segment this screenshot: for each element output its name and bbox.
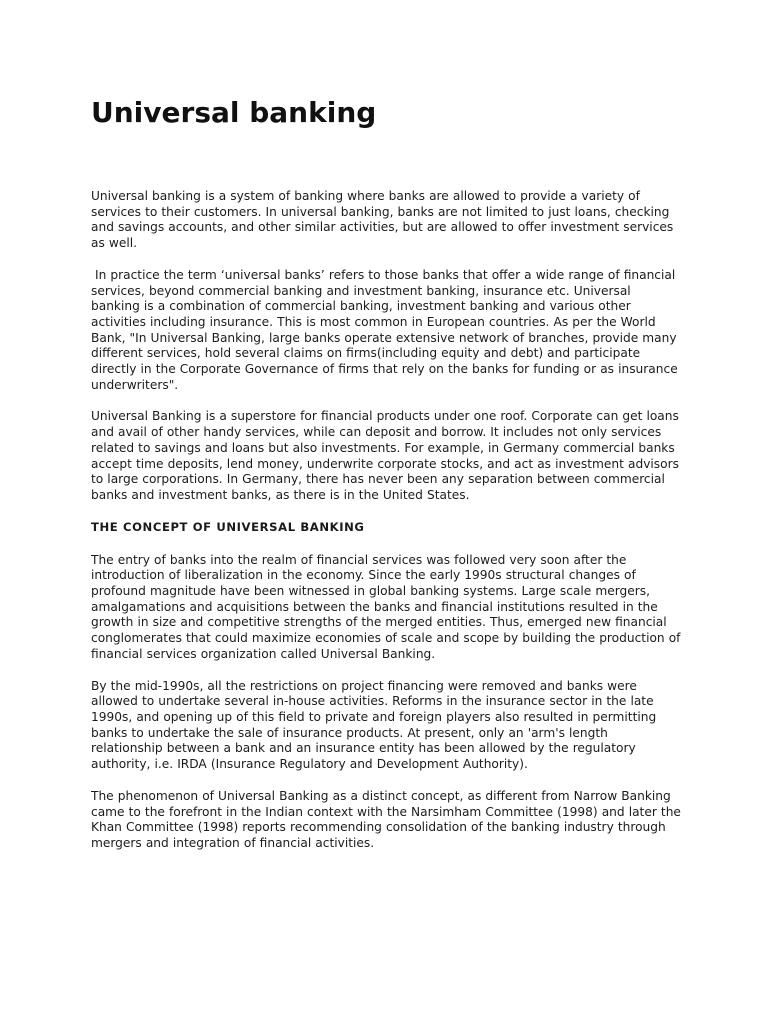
- intro-paragraph-3: Universal Banking is a superstore for financial products under one roof. Corporate can get loans and avail of other handy services, while can deposit and borrow. It includes not only services related to savings and loans but also investments. For example, in Germany commercial banks accept time deposits, lend money, underwrite corporate stocks, and act as investment advisors to large corporations. In Germany, there has never been any separation between commercial banks and investment banks, as there is in the United States.: [91, 409, 679, 502]
- document-title: Universal banking: [91, 96, 377, 129]
- intro-paragraph-1: Universal banking is a system of banking where banks are allowed to provide a variety of services to their customers. In universal banking, banks are not limited to just loans, checking and savings accounts, and other similar activities, but are allowed to offer investment services as well.: [91, 189, 674, 251]
- concept-paragraph-2: By the mid-1990s, all the restrictions on project financing were removed and banks were allowed to undertake several in-house activities. Reforms in the insurance sector in the late 1990s, and opening up of this field to private and foreign players also resulted in permitting banks to undertake the sale of insurance products. At present, only an 'arm's length relationship between a bank and an insurance entity has been allowed by the regulatory authority, i.e. IRDA (Insurance Regulatory and Development Authority).: [91, 678, 657, 772]
- section-heading-concept: THE CONCEPT OF UNIVERSAL BANKING: [91, 519, 365, 534]
- concept-paragraph-1: The entry of banks into the realm of financial services was followed very soon after the introduction of liberalization in the economy. Since the early 1990s structural changes of profound magnitude have been witnessed in global banking systems. Large scale mergers, amalgamations and acquisitions between the banks and financial institutions resulted in the growth in size and competitive strengths of the merged entities. Thus, emerged new financial conglomerates that could maximize economies of scale and scope by building the production of financial services organization called Universal Banking.: [91, 552, 681, 661]
- concept-paragraph-3: The phenomenon of Universal Banking as a distinct concept, as different from Narrow Banking came to the forefront in the Indian context with the Narsimham Committee (1998) and later the Khan Committee (1998) reports recommending consolidation of the banking industry through mergers and integration of financial activities.: [91, 788, 681, 850]
- intro-paragraph-2: In practice the term ‘universal banks’ refers to those banks that offer a wide range of financial services, beyond commercial banking and investment banking, insurance etc. Universal banking is a combination of commercial banking, investment banking and various other activities including insurance. This is most common in European countries. As per the World Bank, "In Universal Banking, large banks operate extensive network of branches, provide many different services, hold several claims on firms(including equity and debt) and participate directly in the Corporate Governance of firms that rely on the banks for funding or as insurance underwriters".: [91, 267, 678, 392]
- document-body: [91, 189, 681, 868]
